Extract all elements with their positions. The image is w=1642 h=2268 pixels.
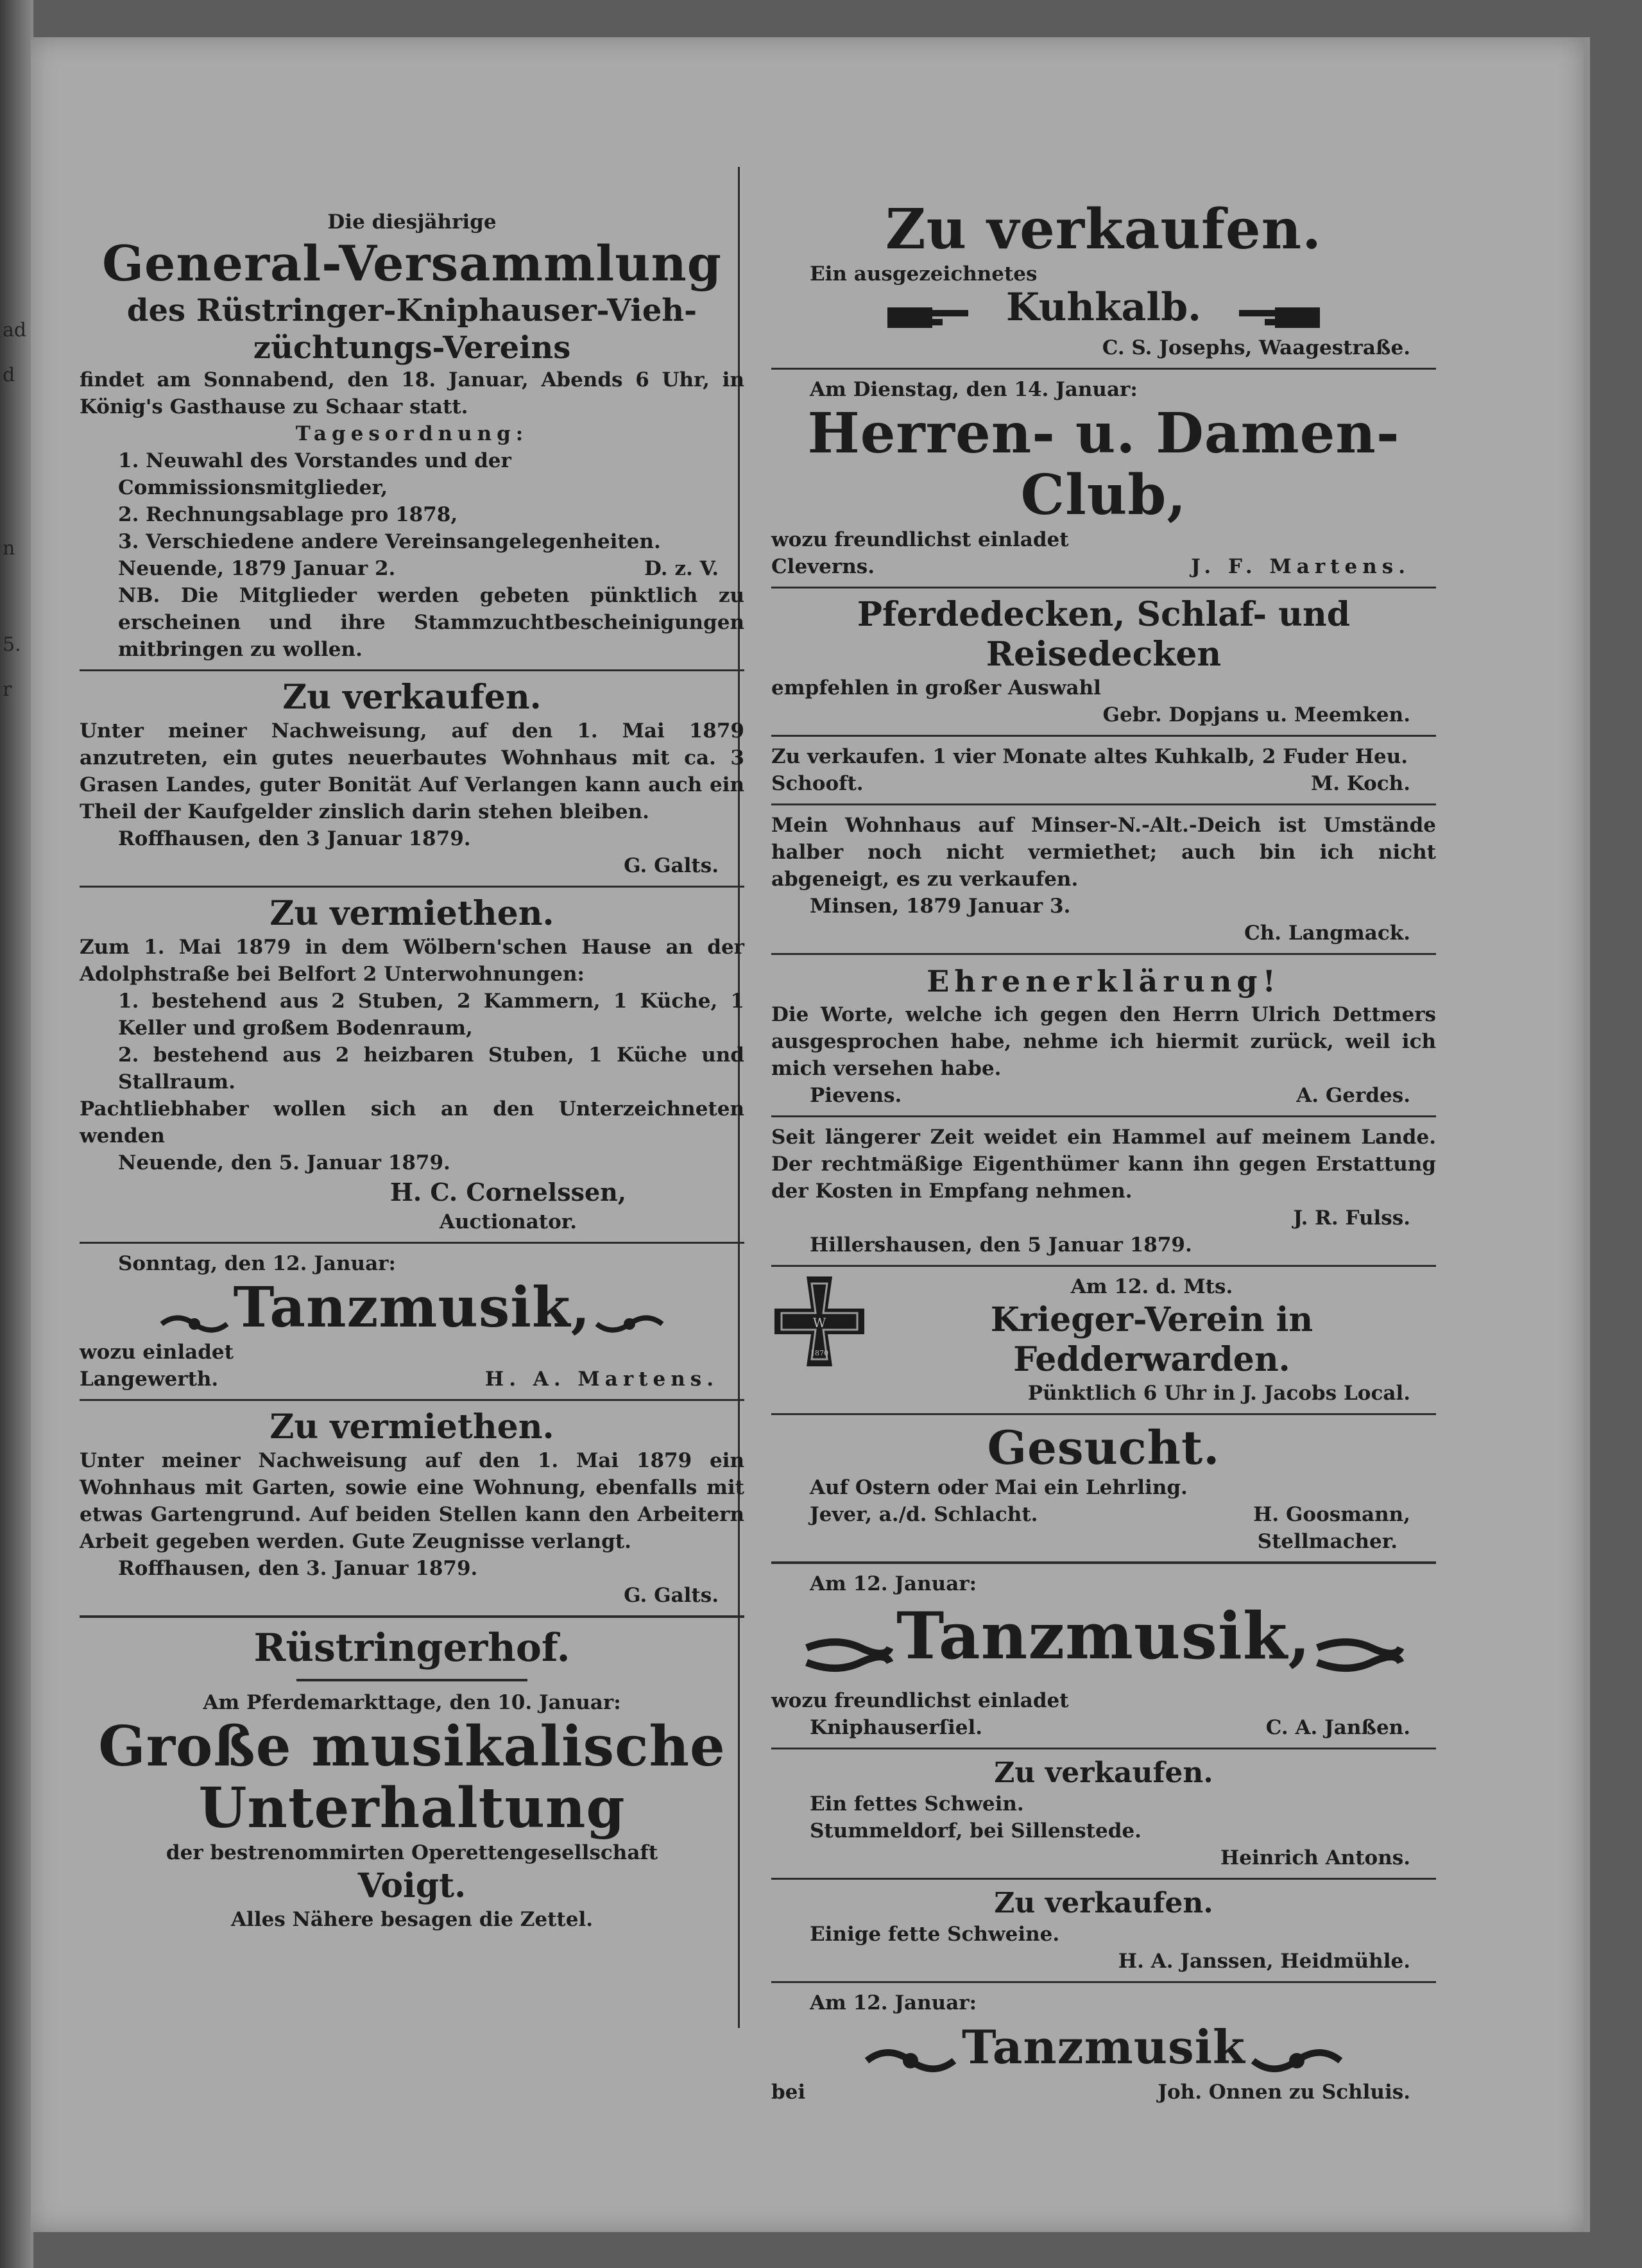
ad-title: Zu vermiethen. [269,894,554,933]
ad-signature: H. Goosmann, [1253,1502,1410,1526]
ad-place-date: Neuende, den 5. Januar 1879. [118,1151,450,1174]
ad-separator [771,1748,1436,1749]
ad-body: Auf Ostern oder Mai ein Lehrling. [810,1475,1188,1499]
ad-hammel [771,1124,1436,1259]
ad-ruestringerhof [80,1624,744,1933]
ad-title: Zu verkaufen. [282,678,542,717]
ad-signature: Heinrich Antons. [1220,1846,1410,1869]
ad-signature-role: Stellmacher. [1257,1529,1398,1553]
ad-title: Tanzmusik [962,2020,1245,2074]
ad-separator [771,1265,1436,1267]
ad-wohnhaus-minsen [771,812,1436,947]
ad-separator [80,669,744,671]
ad-signature: G. Galts. [624,854,719,877]
ad-signature-role: Auctionator. [439,1210,577,1233]
ad-org-line: züchtungs-Vereins [253,330,571,366]
ad-item: 1. bestehend aus 2 Stuben, 2 Kammern, 1 Küche, 1 Keller und großem Bodenraum, [118,990,744,1040]
ad-separator [771,368,1436,370]
ad-zu-verkaufen [80,678,744,879]
ad-separator [771,1115,1436,1117]
ad-title: General-Versammlung [102,235,722,292]
ad-signature: G. Galts. [624,1584,719,1607]
cross-year: 1870 [810,1348,828,1357]
ad-title: Reisedecken [986,634,1222,674]
ad-schweine [771,1886,1436,1975]
agenda-heading: Tagesordnung: [295,422,529,445]
ad-signature: C. S. Josephs, Waagestraße. [1102,336,1410,359]
ad-date: Am 12. Januar: [810,1572,977,1595]
ad-note: NB. Die Mitglieder werden gebeten pünktlich zu erscheinen und ihre Stammzuchtbescheinigungen mitbringen zu wollen. [118,584,744,661]
ad-pre: bei [771,2080,806,2104]
ad-footer [771,1082,1436,1109]
ad-signature: C. A. Janßen. [1265,1716,1410,1739]
agenda-item: 2. Rechnungsablage pro 1878, [118,503,458,526]
ad-footer-note: Alles Nähere besagen die Zettel. [230,1908,594,1931]
ad-title: Zu verkaufen. [885,197,1322,262]
ad-signature: Gebr. Dopjans u. Meemken. [1102,703,1410,726]
ad-krieger-verein [771,1273,1436,1407]
ornament-right-icon [594,1310,665,1337]
ad-signature: H. A. Martens. [484,1368,719,1391]
ad-separator [80,1399,744,1401]
ad-date: Am 12. Januar: [810,1991,977,2015]
ad-item: 2. bestehend aus 2 heizbaren Stuben, 1 Küche und Stallraum. [118,1044,744,1094]
ad-kuhkalb-heu [771,743,1436,797]
ad-title: Zu verkaufen. [994,1887,1213,1920]
ad-separator [80,1242,744,1244]
ad-separator [771,803,1436,805]
title-underline [80,1672,744,1684]
ad-body: Zum 1. Mai 1879 in dem Wölbern'schen Hause an der Adolphstraße bei Belfort 2 Unterwohnungen: [80,936,744,986]
ad-body: Unter meiner Nachweisung auf den 1. Mai 1879 ein Wohnhaus mit Garten, sowie eine Wohnung, ebenfalls mit etwas Gartengrund. Auf beiden Stellen kann den Arbeitern Arbeit gegeben werden. Gute Zeugnisse verlangt. [80,1449,744,1553]
fragment: 5. [3,633,21,656]
ad-date: Am 12. d. Mts. [1070,1275,1233,1298]
ad-place: Jever, a./d. Schlacht. [810,1502,1038,1526]
ad-line: Ein fettes Schwein. [810,1792,1024,1816]
ad-footer [80,1366,744,1393]
ad-signature: Joh. Onnen zu Schluis. [1158,2080,1410,2104]
ad-place-date: Minsen, 1879 Januar 3. [810,894,1071,918]
ad-place-date: Roffhausen, den 3 Januar 1879. [118,827,471,850]
ad-item: Kuhkalb. [1005,285,1202,330]
ad-general-versammlung [80,209,744,663]
ad-place: Pievens. [810,1083,902,1107]
ad-title: Gesucht. [987,1420,1220,1475]
ad-signature: D. z. V. [644,557,719,580]
ad-separator [771,953,1436,955]
ad-signature: A. Gerdes. [1296,1083,1410,1107]
ad-title-row [771,1597,1436,1688]
ad-separator [771,587,1436,588]
ad-name: Voigt. [357,1866,466,1905]
ad-invite: wozu freundlichst einladet [771,1689,1069,1712]
ad-place-date: Neuende, 1879 Januar 2. [118,557,396,580]
ad-place: Schooft. [771,771,864,795]
ad-footer [80,555,744,582]
ad-invite: wozu freundlichst einladet [771,528,1069,551]
ad-title-row [771,2016,1436,2079]
ad-item-row [771,285,1436,334]
ornament-right-icon [1249,2043,1345,2079]
ad-body: der bestrenommirten Operettengesellschaft [166,1841,658,1864]
left-column [80,209,744,1933]
ad-title: Ehrenerklärung! [927,963,1281,999]
ad-herren-damen-club [771,376,1436,580]
ad-schwein [771,1756,1436,1871]
ad-footer [771,770,1436,797]
ad-zu-vermiethen-2 [80,1407,744,1609]
ad-ehrenerklaerung [771,961,1436,1109]
ad-separator [771,735,1436,737]
ad-zu-vermiethen [80,894,744,1235]
ad-separator [80,1615,744,1618]
ad-date: Am Pferdemarkttage, den 10. Januar: [203,1691,621,1714]
cross-letter: W [812,1314,826,1330]
ad-headline: Unterhaltung [198,1776,626,1841]
ad-title: Krieger-Verein in [990,1300,1313,1339]
ad-signature: M. Koch. [1310,771,1410,795]
ad-date: Sonntag, den 12. Januar: [118,1252,396,1275]
ad-footer [771,553,1436,580]
ad-tanzmusik-sonntag [80,1250,744,1393]
agenda-item: 3. Verschiedene andere Vereinsangelegenheiten. [118,530,661,553]
ad-signature: H. C. Cornelssen, [389,1178,627,1207]
fragment: d [3,364,15,386]
ad-body: Die Worte, welche ich gegen den Herrn Ulrich Dettmers ausgesprochen habe, nehme ich hiermit zurück, weil ich mich versehen habe. [771,1002,1436,1080]
ad-body: Seit längerer Zeit weidet ein Hammel auf meinem Lande. Der rechtmäßige Eigenthümer kann ihn gegen Erstattung der Kosten in Empfang nehmen. [771,1125,1436,1203]
ad-footer [771,1501,1436,1528]
ornament-left-icon [159,1310,230,1337]
ad-body: findet am Sonnabend, den 18. Januar, Abends 6 Uhr, in König's Gasthause zu Schaar statt. [80,368,744,418]
right-column [771,199,1436,2106]
ad-signature: J. R. Fulss. [1293,1206,1410,1230]
ad-place-date: Hillershausen, den 5 Januar 1879. [810,1233,1192,1257]
fragment: r [3,678,12,701]
ad-title: Herren- u. Damen-Club, [807,400,1400,528]
ad-body: Unter meiner Nachweisung, auf den 1. Mai 1879 anzutreten, ein gutes neuerbautes Wohnhaus mit ca. 3 Grasen Landes, guter Bonität Auf Verlangen kann auch ein Theil der Kaufgelder zinslich darin stehen bleiben. [80,719,744,823]
ad-title: Tanzmusik, [233,1275,591,1340]
iron-cross-icon [771,1273,868,1370]
ad-body: Pünktlich 6 Uhr in J. Jacobs Local. [1027,1381,1410,1405]
ad-title: Tanzmusik, [896,1597,1312,1674]
ad-separator [80,886,744,888]
ad-footer [771,2079,1436,2106]
fragment: ad [3,319,27,341]
ad-place-date: Roffhausen, den 3. Januar 1879. [118,1557,478,1580]
ad-headline: Große musikalische [98,1714,726,1779]
ad-title: Fedderwarden. [1013,1339,1290,1379]
ad-footer [771,1714,1436,1741]
ad-body: Mein Wohnhaus auf Minser-N.-Alt.-Deich ist Umstände halber noch nicht vermiethet; auch bin ich nicht abgeneigt, es zu verkaufen. [771,813,1436,891]
ornament-left-icon [862,2043,959,2079]
ad-separator [771,1561,1436,1564]
ornament-left-icon [803,1623,893,1687]
pointing-hand-left-icon [1236,301,1320,334]
ad-invite: wozu einladet [80,1341,234,1364]
ad-org-line: des Rüstringer-Kniphauser-Vieh- [126,293,697,329]
ad-intro: Die diesjährige [327,210,497,234]
agenda-item: 1. Neuwahl des Vorstandes und der Commissionsmitglieder, [118,449,511,499]
ad-tanzmusik-12-januar [771,1570,1436,1742]
ad-tanzmusik-onnen [771,1989,1436,2106]
ad-line: Stummeldorf, bei Sillenstede. [810,1819,1142,1843]
ad-note: Pachtliebhaber wollen sich an den Unterzeichneten wenden [80,1097,744,1147]
ad-pferdedecken [771,595,1436,728]
krieger-text [868,1273,1436,1407]
ad-title: Rüstringerhof. [253,1626,570,1671]
ornament-right-icon [1314,1623,1404,1687]
ad-separator [771,1413,1436,1415]
ad-place: Langewerth. [80,1368,219,1391]
ad-gesucht [771,1422,1436,1555]
ad-signature: Ch. Langmack. [1244,921,1410,945]
ad-separator [771,1878,1436,1880]
ad-title: Zu verkaufen. [994,1757,1213,1789]
page-edge [1584,37,1590,2232]
ad-title-row [80,1277,744,1339]
ad-separator [771,1981,1436,1983]
ad-line: Einige fette Schweine. [810,1923,1060,1946]
pointing-hand-right-icon [887,301,971,334]
ad-signature: J. F. Martens. [1191,554,1410,578]
ad-kuhkalb [771,199,1436,361]
ad-body: Zu verkaufen. 1 vier Monate altes Kuhkalb, 2 Fuder Heu. [771,744,1408,768]
ad-signature: H. A. Janssen, Heidmühle. [1118,1950,1410,1973]
ad-title: Zu vermiethen. [269,1407,554,1447]
ad-title: Pferdedecken, Schlaf- und [857,594,1351,634]
ad-body: empfehlen in großer Auswahl [771,676,1101,700]
ad-place: Kniphauserſiel. [810,1716,983,1739]
fragment: n [3,537,15,560]
ad-place: Cleverns. [771,554,875,578]
ad-sub: Ein ausgezeichnetes [810,262,1038,286]
facing-page-fragments [3,308,28,712]
ad-date: Am Dienstag, den 14. Januar: [810,377,1138,401]
